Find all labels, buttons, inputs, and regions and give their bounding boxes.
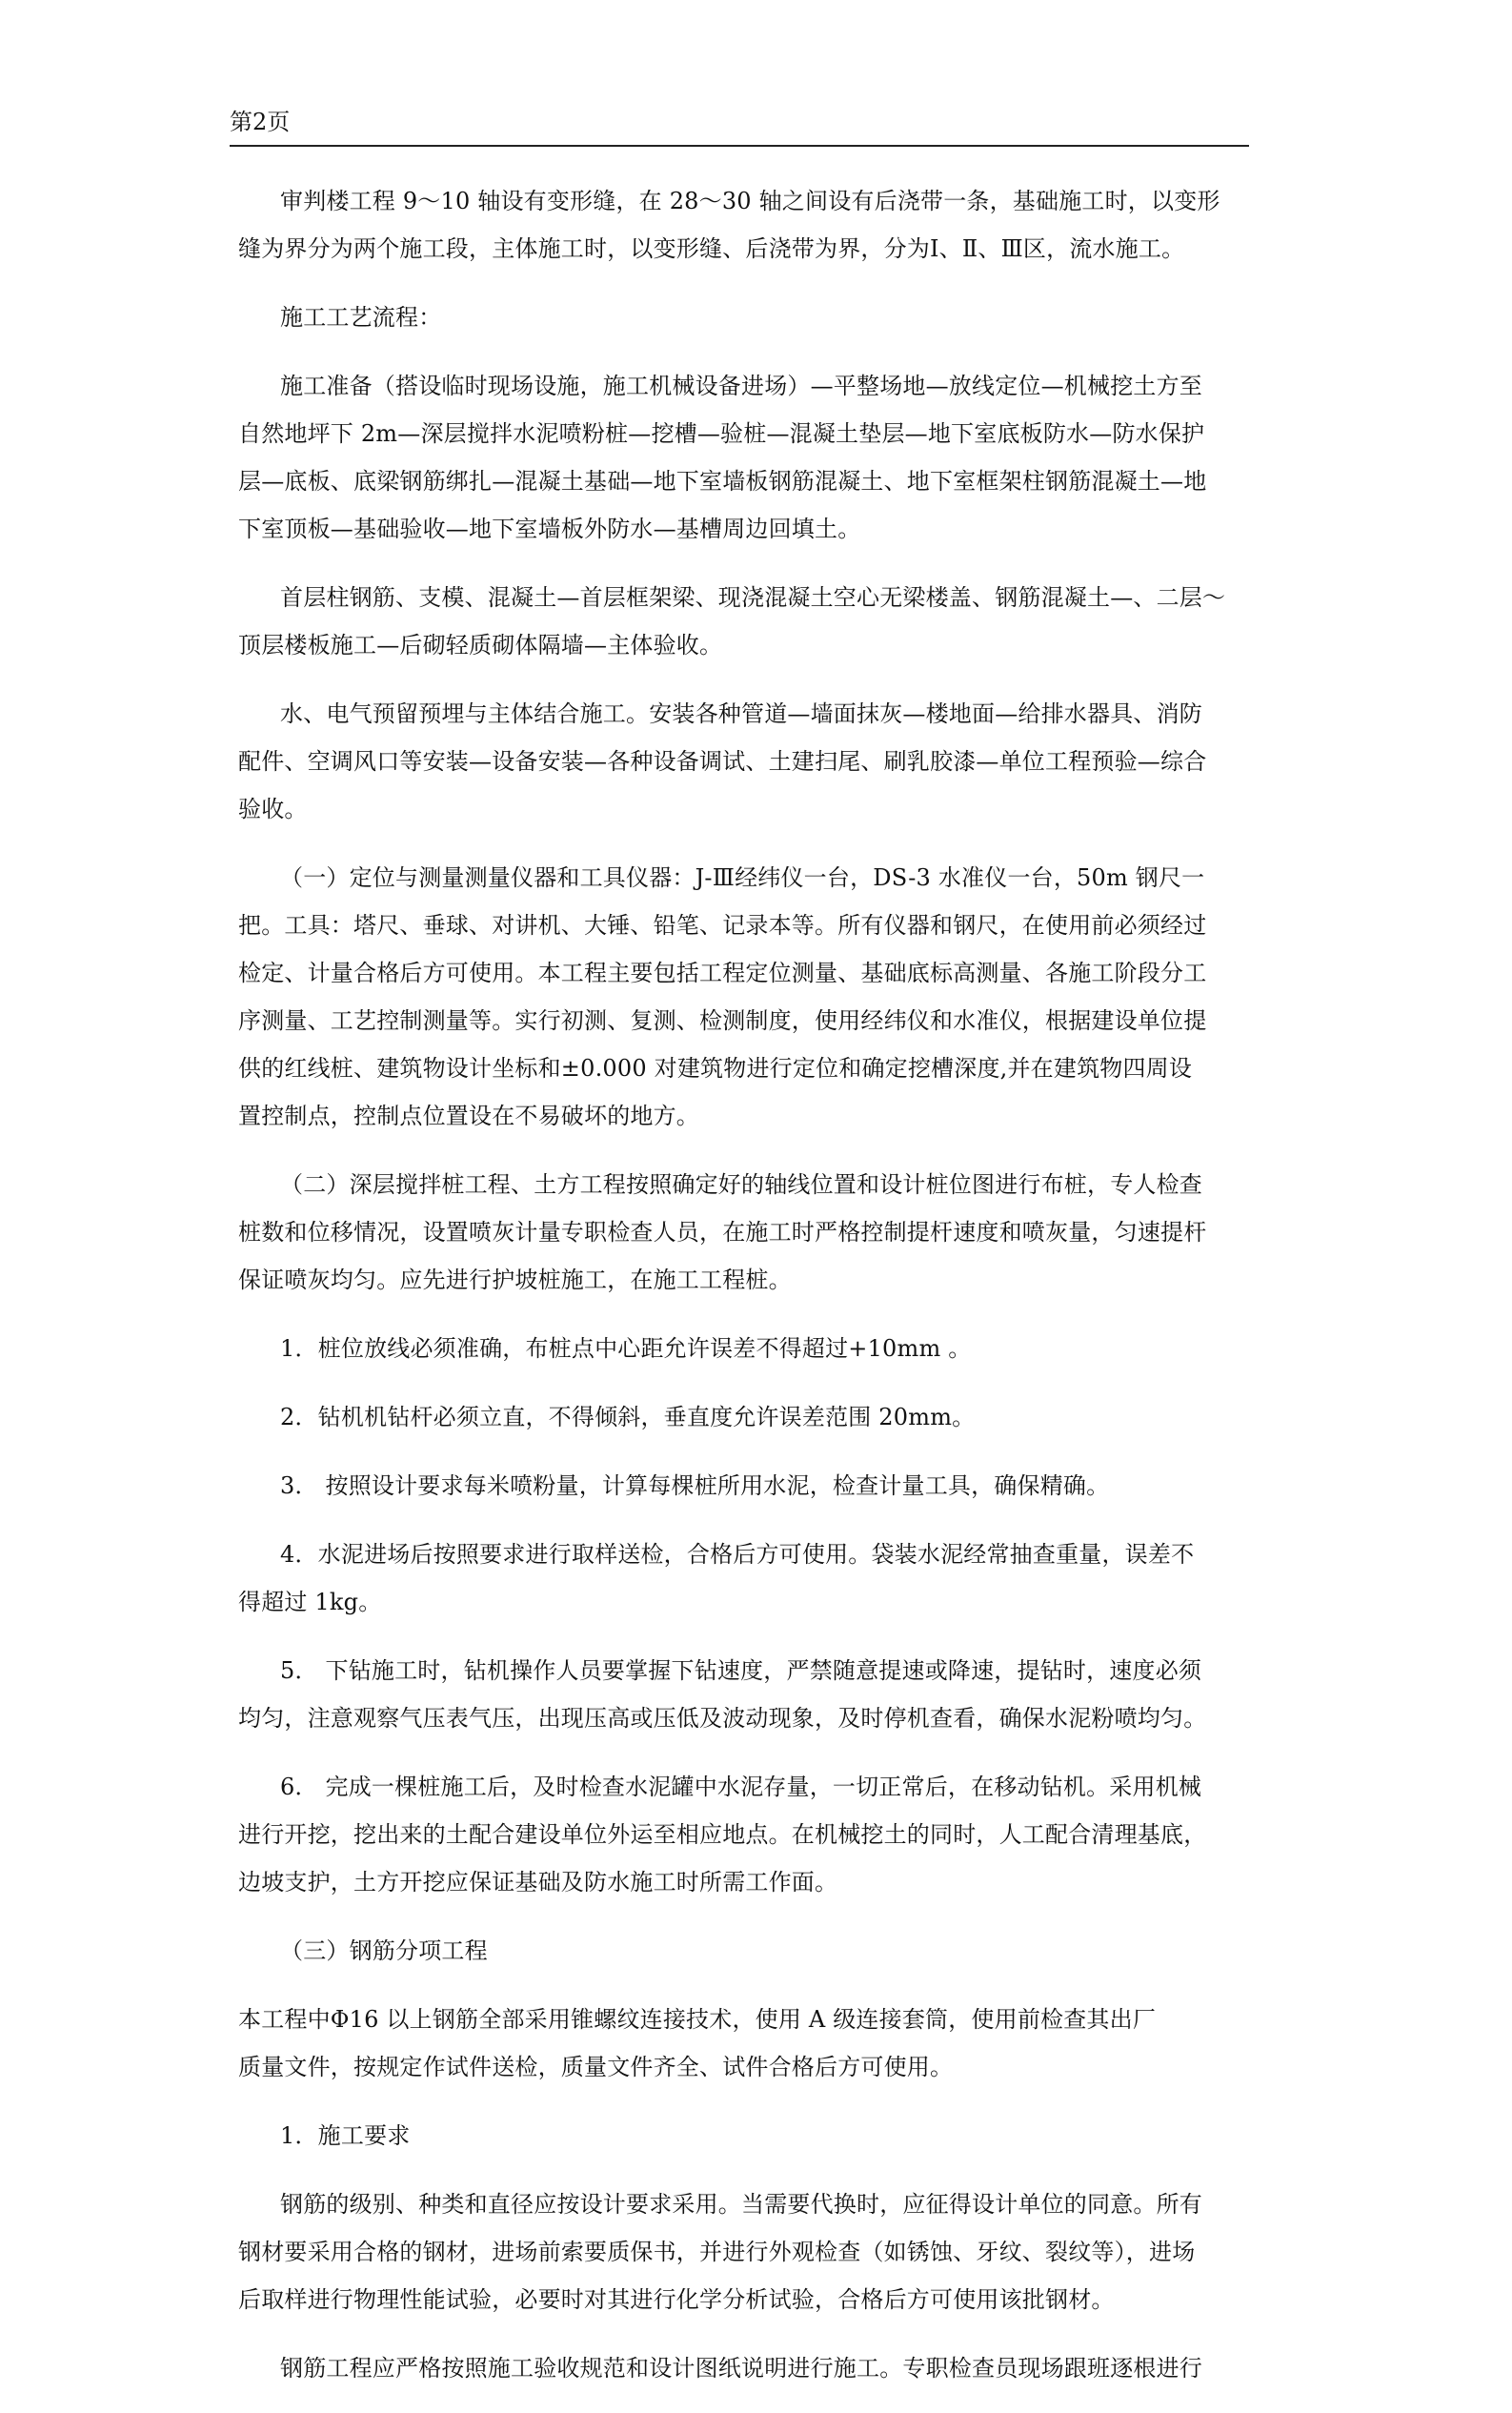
list-item-4	[238, 1531, 1290, 1626]
subheading-construction-requirements	[280, 2112, 1290, 2160]
text-line: 钢筋工程应严格按照施工验收规范和设计图纸说明进行施工。专职检查员现场跟班逐根进行	[280, 2355, 1202, 2382]
text-line: 把。工具：塔尺、垂球、对讲机、大锤、铅笔、记录本等。所有仪器和钢尺，在使用前必须经过	[238, 912, 1207, 939]
text-line: 后取样进行物理性能试验，必要时对其进行化学分析试验，合格后方可使用该批钢材。	[238, 2286, 1115, 2313]
list-item-1	[280, 1325, 1290, 1372]
text-line: 下室顶板—基础验收—地下室墙板外防水—基槽周边回填土。	[238, 516, 861, 542]
document-body	[238, 177, 1290, 2413]
paragraph-mixing-pile	[238, 1161, 1290, 1304]
text-line: 层—底板、底梁钢筋绑扎—混凝土基础—地下室墙板钢筋混凝土、地下室框架柱钢筋混凝土—地	[238, 468, 1207, 495]
text-line: 审判楼工程 9～10 轴设有变形缝，在 28～30 轴之间设有后浇带一条，基础施工时，以变形	[280, 188, 1220, 214]
text-line: 配件、空调风口等安装—设备安装—各种设备调试、土建扫尾、刷乳胶漆—单位工程预验—综合	[238, 748, 1207, 775]
paragraph-survey	[238, 854, 1290, 1140]
text-line: 得超过 1kg。	[238, 1589, 382, 1615]
text-line: 检定、计量合格后方可使用。本工程主要包括工程定位测量、基础底标高测量、各施工阶段分工	[238, 960, 1207, 986]
text-line: 水、电气预留预埋与主体结合施工。安装各种管道—墙面抹灰—楼地面—给排水器具、消防	[280, 700, 1202, 727]
list-item-6	[238, 1763, 1290, 1906]
paragraph-expansion-joint	[238, 177, 1290, 273]
text-line: 进行开挖，挖出来的土配合建设单位外运至相应地点。在机械挖土的同时，人工配合清理基底，	[238, 1821, 1207, 1848]
text-line: 边坡支护，土方开挖应保证基础及防水施工时所需工作面。	[238, 1869, 838, 1896]
paragraph-rebar-grade	[238, 2180, 1290, 2323]
text-line: 1．桩位放线必须准确，布桩点中心距允许误差不得超过+10mm 。	[280, 1335, 972, 1362]
text-line: 验收。	[238, 796, 308, 822]
text-line: 首层柱钢筋、支模、混凝土—首层框架梁、现浇混凝土空心无梁楼盖、钢筋混凝土—、二层～	[280, 584, 1226, 611]
text-line: 自然地坪下 2m—深层搅拌水泥喷粉桩—挖槽—验桩—混凝土垫层—地下室底板防水—防水保护	[238, 420, 1205, 447]
paragraph-rebar-inspection	[280, 2344, 1290, 2392]
text-line: 供的红线桩、建筑物设计坐标和±0.000 对建筑物进行定位和确定挖槽深度,并在建筑物四周设	[238, 1055, 1193, 1082]
paragraph-superstructure-flow	[238, 574, 1290, 669]
text-line: 钢材要采用合格的钢材，进场前索要质保书，并进行外观检查（如锈蚀、牙纹、裂纹等），进场	[238, 2239, 1196, 2265]
page-header	[230, 107, 1249, 147]
text-line: 置控制点，控制点位置设在不易破坏的地方。	[238, 1103, 699, 1129]
list-item-5	[238, 1647, 1290, 1742]
text-line: （一）定位与测量测量仪器和工具仪器：J-Ⅲ经纬仪一台，DS-3 水准仪一台，50m 钢尺一	[280, 864, 1205, 891]
page-number: 第2页	[230, 109, 291, 135]
text-line: 2．钻机机钻杆必须立直，不得倾斜，垂直度允许误差范围 20mm。	[280, 1404, 976, 1430]
paragraph-mep-flow	[238, 690, 1290, 833]
text-line: 3． 按照设计要求每米喷粉量，计算每棵桩所用水泥，检查计量工具，确保精确。	[280, 1472, 1110, 1499]
text-line: 钢筋的级别、种类和直径应按设计要求采用。当需要代换时，应征得设计单位的同意。所有	[280, 2191, 1202, 2218]
text-line: 均匀，注意观察气压表气压，出现压高或压低及波动现象，及时停机查看，确保水泥粉喷均匀。	[238, 1705, 1207, 1732]
text-line: 本工程中Φ16 以上钢筋全部采用锥螺纹连接技术，使用 A 级连接套筒，使用前检查其出厂	[238, 2006, 1157, 2033]
text-line: 6． 完成一棵桩施工后，及时检查水泥罐中水泥存量，一切正常后，在移动钻机。采用机械	[280, 1774, 1202, 1800]
text-line: 桩数和位移情况，设置喷灰计量专职检查人员，在施工时严格控制提杆速度和喷灰量，匀速提杆	[238, 1219, 1207, 1246]
paragraph-rebar-connection	[238, 1996, 1290, 2091]
text-line: 施工工艺流程：	[280, 304, 442, 331]
section-heading-rebar	[280, 1927, 1290, 1975]
text-line: 顶层楼板施工—后砌轻质砌体隔墙—主体验收。	[238, 632, 723, 659]
text-line: 序测量、工艺控制测量等。实行初测、复测、检测制度，使用经纬仪和水准仪，根据建设单位提	[238, 1007, 1207, 1034]
text-line: （三）钢筋分项工程	[280, 1937, 488, 1964]
text-line: 保证喷灰均匀。应先进行护坡桩施工，在施工工程桩。	[238, 1267, 792, 1293]
text-line: 5． 下钻施工时，钻机操作人员要掌握下钻速度，严禁随意提速或降速，提钻时，速度必须	[280, 1657, 1202, 1684]
paragraph-foundation-flow	[238, 362, 1290, 553]
text-line: 4．水泥进场后按照要求进行取样送检，合格后方可使用。袋装水泥经常抽查重量，误差不	[280, 1541, 1195, 1568]
paragraph-process-heading	[280, 294, 1290, 341]
text-line: 缝为界分为两个施工段，主体施工时，以变形缝、后浇带为界，分为Ⅰ、Ⅱ、Ⅲ区，流水施工。	[238, 235, 1185, 262]
text-line: （二）深层搅拌桩工程、土方工程按照确定好的轴线位置和设计桩位图进行布桩，专人检查	[280, 1171, 1202, 1198]
text-line: 1．施工要求	[280, 2122, 411, 2149]
list-item-3	[280, 1462, 1290, 1510]
text-line: 施工准备（搭设临时现场设施，施工机械设备进场）—平整场地—放线定位—机械挖土方至	[280, 373, 1202, 399]
list-item-2	[280, 1393, 1290, 1441]
text-line: 质量文件，按规定作试件送检，质量文件齐全、试件合格后方可使用。	[238, 2054, 954, 2080]
